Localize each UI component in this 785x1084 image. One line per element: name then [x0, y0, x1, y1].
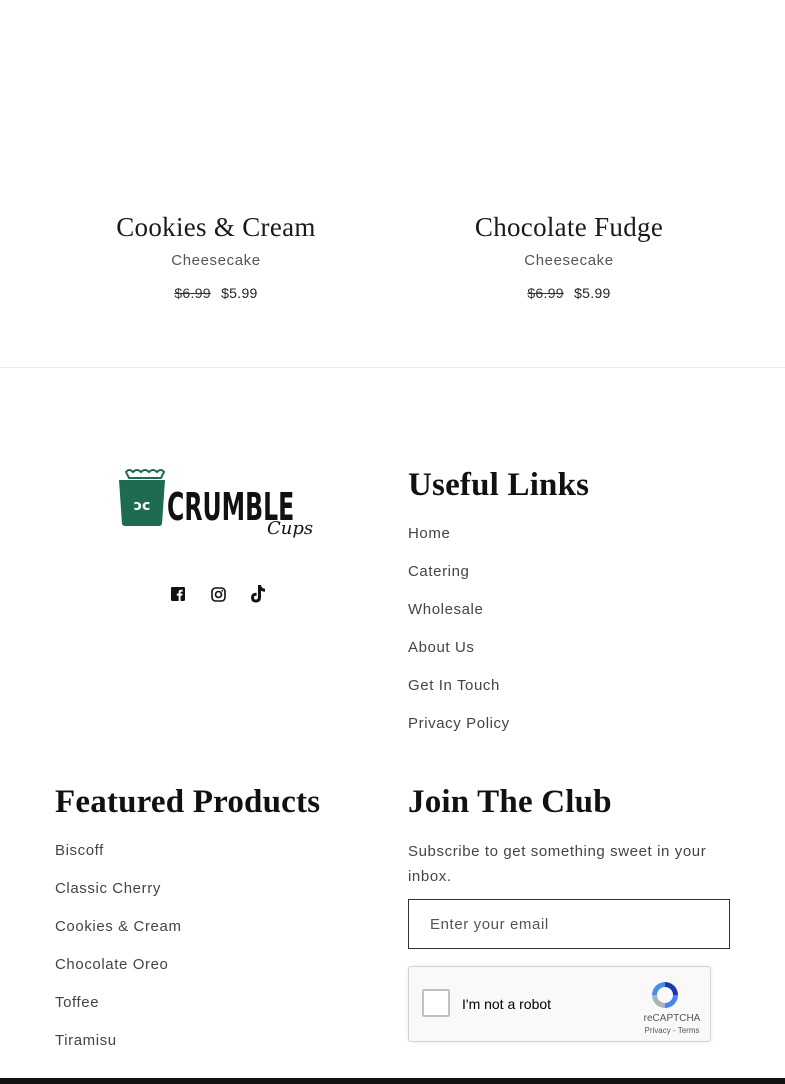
- svg-text:CRUMBLE: CRUMBLE: [167, 485, 295, 530]
- sale-price: $5.99: [574, 285, 611, 301]
- social-links: [168, 584, 268, 604]
- regular-price: $6.99: [527, 285, 564, 301]
- recaptcha-checkbox[interactable]: [422, 989, 450, 1017]
- featured-link-classic-cherry[interactable]: Classic Cherry: [55, 880, 161, 897]
- featured-link-tiramisu[interactable]: Tiramisu: [55, 1032, 117, 1049]
- footer-link-privacy-policy[interactable]: Privacy Policy: [408, 715, 510, 732]
- featured-link-toffee[interactable]: Toffee: [55, 994, 100, 1011]
- crumble-cups-logo[interactable]: [117, 468, 317, 542]
- useful-links-heading: Useful Links: [408, 467, 590, 503]
- svg-text:ↄc: ↄc: [133, 498, 151, 514]
- tiktok-icon[interactable]: [248, 584, 268, 604]
- footer-bottom-bar: [0, 1078, 785, 1084]
- newsletter-description: Subscribe to get something sweet in your inbox.: [408, 843, 707, 885]
- footer-link-catering[interactable]: Catering: [408, 563, 470, 580]
- price-row: [399, 285, 739, 301]
- section-divider: [0, 367, 785, 368]
- recaptcha-label: I'm not a robot: [462, 996, 552, 1012]
- useful-links-list: [408, 525, 510, 753]
- facebook-icon[interactable]: [168, 584, 188, 604]
- product-category: Cheesecake: [524, 252, 614, 269]
- regular-price: $6.99: [174, 285, 211, 301]
- email-field[interactable]: [430, 916, 729, 933]
- email-field-wrapper[interactable]: [408, 899, 730, 949]
- recaptcha-widget: [408, 966, 711, 1042]
- recaptcha-icon: [649, 979, 681, 1011]
- footer-link-about-us[interactable]: About Us: [408, 639, 475, 656]
- svg-text:Cups: Cups: [267, 518, 314, 539]
- logo-image: [117, 468, 317, 542]
- featured-products-list: [55, 842, 182, 1070]
- featured-products-heading: Featured Products: [55, 784, 321, 820]
- recaptcha-brand: reCAPTCHA: [643, 1013, 701, 1024]
- featured-link-cookies-cream[interactable]: Cookies & Cream: [55, 918, 182, 935]
- product-title[interactable]: Cookies & Cream: [116, 212, 316, 242]
- footer-link-get-in-touch[interactable]: Get In Touch: [408, 677, 500, 694]
- recaptcha-terms-links[interactable]: Privacy - Terms: [644, 1026, 700, 1035]
- footer-link-wholesale[interactable]: Wholesale: [408, 601, 484, 618]
- product-title[interactable]: Chocolate Fudge: [474, 212, 664, 242]
- product-image[interactable]: [399, 0, 739, 190]
- featured-link-biscoff[interactable]: Biscoff: [55, 842, 104, 859]
- instagram-icon[interactable]: [208, 584, 228, 604]
- footer-link-home[interactable]: Home: [408, 525, 451, 542]
- product-category: Cheesecake: [171, 252, 261, 269]
- product-image[interactable]: [46, 0, 386, 190]
- featured-link-chocolate-oreo[interactable]: Chocolate Oreo: [55, 956, 169, 973]
- newsletter-heading: Join The Club: [408, 784, 612, 820]
- price-row: [46, 285, 386, 301]
- sale-price: $5.99: [221, 285, 258, 301]
